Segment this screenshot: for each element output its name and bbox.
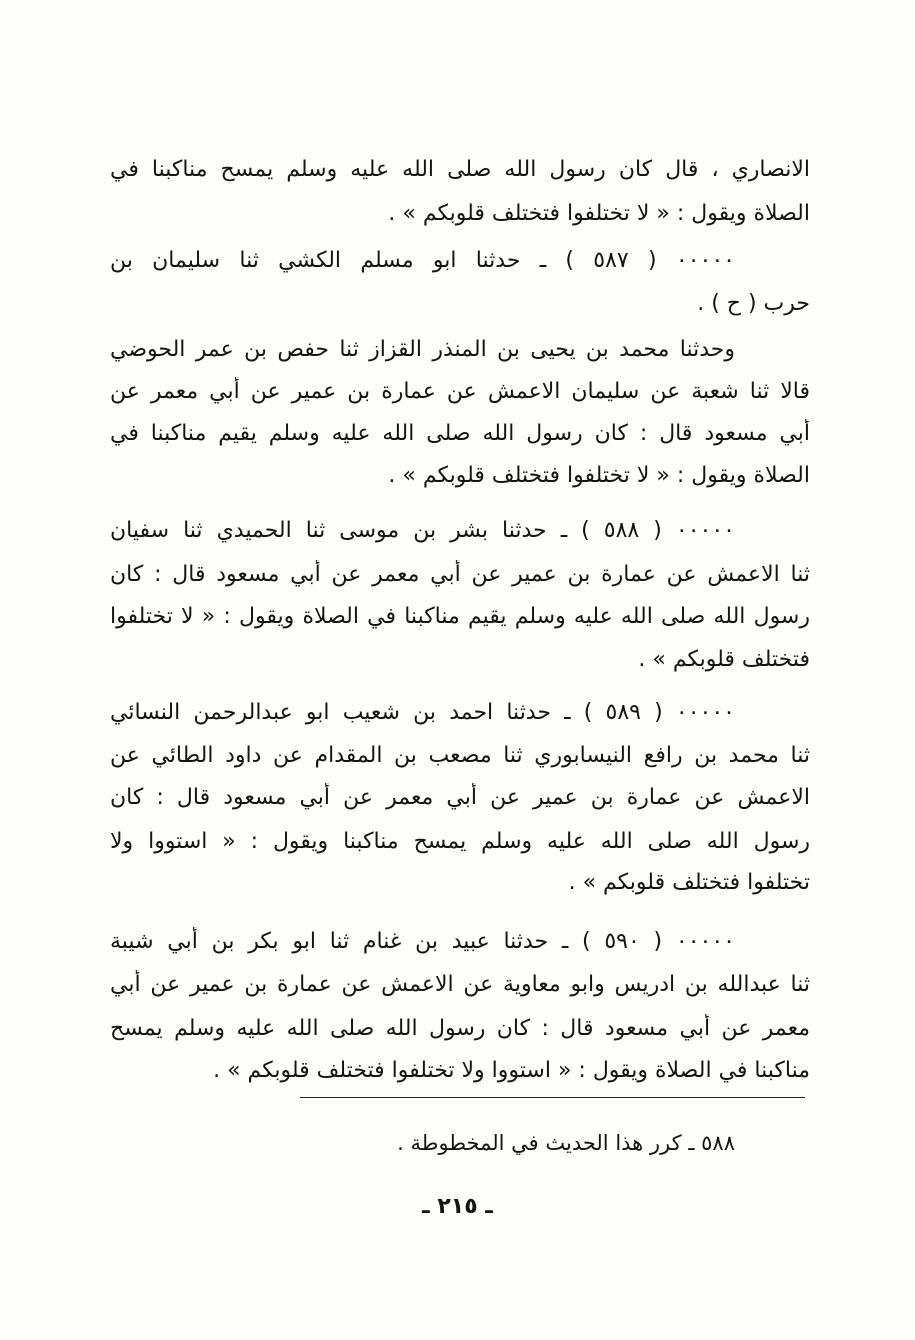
text-line: رسول الله صلى الله عليه وسلم يمسح مناكبنا ويقول : « استووا ولا	[110, 829, 810, 854]
hadith-589-heading: ٠٠٠٠٠ ( ٥٨٩ ) ـ حدثنا احمد بن شعيب ابو عبدالرحمن النسائي	[110, 700, 735, 725]
text-line: ثنا عبدالله بن ادريس وابو معاوية عن الاعمش عن عمارة بن عمير عن أبي	[110, 972, 810, 997]
text-line: معمر عن أبي مسعود قال : كان رسول الله صلى الله عليه وسلم يمسح	[110, 1016, 810, 1041]
hadith-590-heading: ٠٠٠٠٠ ( ٥٩٠ ) ـ حدثنا عبيد بن غنام ثنا ابو بكر بن أبي شيبة	[110, 929, 735, 954]
text-line: مناكبنا في الصلاة ويقول : « استووا ولا تختلفوا فتختلف قلوبكم » .	[213, 1058, 810, 1083]
text-line: وحدثنا محمد بن يحيى بن المنذر القزاز ثنا حفص بن عمر الحوضي	[110, 337, 735, 362]
text-line: تختلفوا فتختلف قلوبكم » .	[568, 870, 810, 895]
page-number: ـ ٢١٥ ـ	[422, 1194, 493, 1219]
text-line: الصلاة ويقول : « لا تختلفوا فتختلف قلوبكم » .	[388, 201, 810, 226]
text-line: الصلاة ويقول : « لا تختلفوا فتختلف قلوبكم » .	[388, 463, 810, 488]
text-line: فتختلف قلوبكم » .	[638, 647, 810, 672]
text-line: الاعمش عن عمارة بن عمير عن أبي معمر عن أبي مسعود قال : كان	[110, 785, 810, 810]
footnote-divider	[300, 1097, 805, 1098]
text-line: أبي مسعود قال : كان رسول الله صلى الله عليه وسلم يقيم مناكبنا في	[110, 421, 810, 446]
text-line: ثنا الاعمش عن عمارة بن عمير عن أبي معمر عن أبي مسعود قال : كان	[110, 562, 810, 587]
hadith-588-heading: ٠٠٠٠٠ ( ٥٨٨ ) ـ حدثنا بشر بن موسى ثنا الحميدي ثنا سفيان	[110, 518, 735, 543]
text-line: حرب ( ح ) .	[697, 291, 810, 316]
footnote: ٥٨٨ ـ كرر هذا الحديث في المخطوطة .	[397, 1131, 735, 1155]
text-line: ثنا محمد بن رافع النيسابوري ثنا مصعب بن المقدام عن داود الطائي عن	[110, 743, 810, 768]
hadith-587-heading: ٠٠٠٠٠ ( ٥٨٧ ) ـ حدثنا ابو مسلم الكشي ثنا سليمان بن	[110, 248, 735, 273]
text-line: قالا ثنا شعبة عن سليمان الاعمش عن عمارة بن عمير عن أبي معمر عن	[110, 379, 810, 404]
text-line: رسول الله صلى الله عليه وسلم يقيم مناكبنا في الصلاة ويقول : « لا تختلفوا	[110, 604, 810, 629]
text-line: الانصاري ، قال كان رسول الله صلى الله عليه وسلم يمسح مناكبنا في	[110, 157, 810, 182]
